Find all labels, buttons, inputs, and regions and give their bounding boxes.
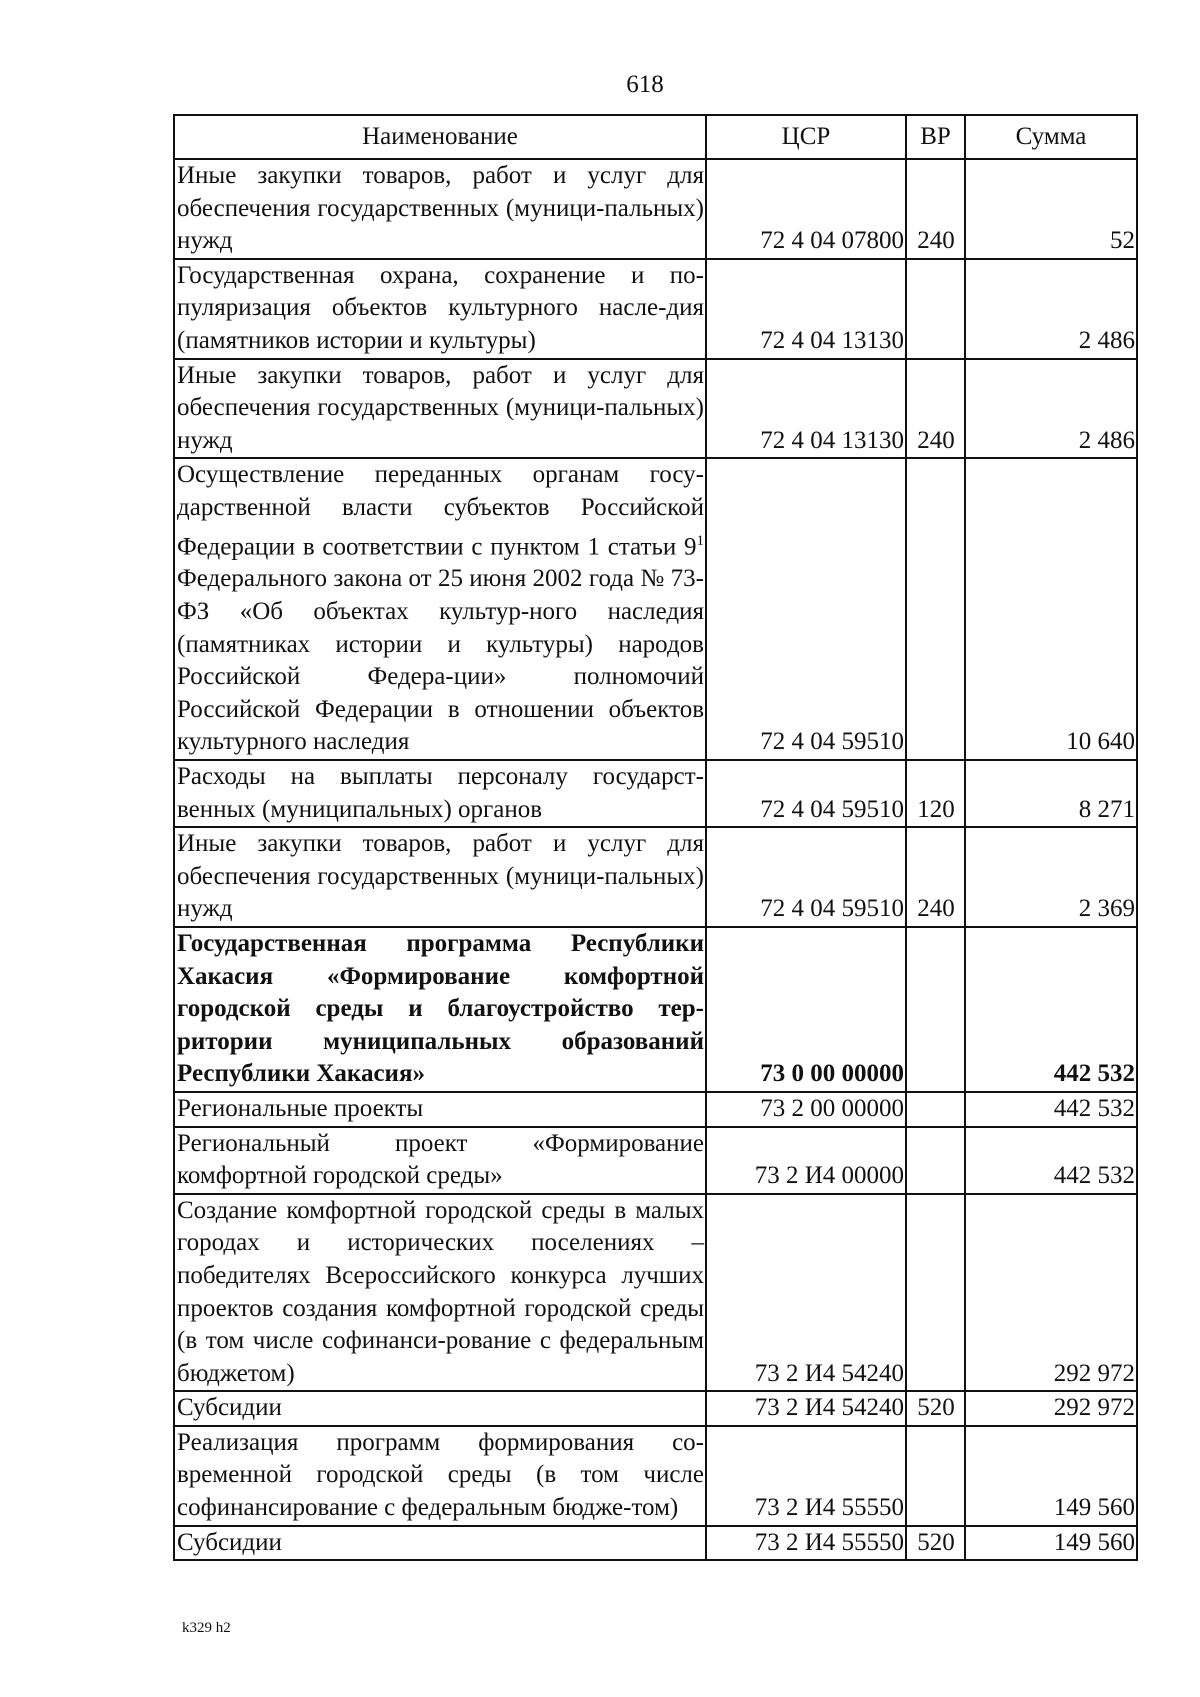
header-sum: Сумма <box>965 115 1137 159</box>
row-code: 73 0 00 00000 <box>706 927 906 1092</box>
page-number: 618 <box>626 71 664 98</box>
row-code: 72 4 04 13130 <box>706 359 906 459</box>
row-name: Иные закупки товаров, работ и услуг для обеспечения государственных (муници-пальных) нужд <box>174 159 706 259</box>
row-name-text: Федерального закона от 25 июня 2002 года № 73-ФЗ «Об объектах культур-ного наследия (памятниках истории и культуры) народов Российской Федера-ции» полномочий Российской Федерации в отношении объектов культурного наследия <box>177 565 704 756</box>
row-sum: 292 972 <box>965 1391 1137 1426</box>
row-sum: 442 532 <box>965 927 1137 1092</box>
row-sum: 10 640 <box>965 458 1137 760</box>
row-vr: 240 <box>906 827 965 927</box>
row-code: 73 2 И4 54240 <box>706 1194 906 1392</box>
row-name: Субсидии <box>174 1526 706 1561</box>
row-vr <box>906 259 965 359</box>
table-row-program <box>174 927 1137 1092</box>
table-row <box>174 159 1137 259</box>
row-name: Региональный проект «Формирование комфортной городской среды» <box>174 1127 706 1194</box>
row-sum: 149 560 <box>965 1526 1137 1561</box>
row-name <box>174 458 706 760</box>
row-vr: 120 <box>906 760 965 827</box>
row-vr <box>906 1194 965 1392</box>
table-row <box>174 1194 1137 1392</box>
row-code: 73 2 И4 00000 <box>706 1127 906 1194</box>
row-code: 73 2 00 00000 <box>706 1092 906 1127</box>
row-code: 73 2 И4 54240 <box>706 1391 906 1426</box>
row-code: 73 2 И4 55550 <box>706 1526 906 1561</box>
row-code: 72 4 04 59510 <box>706 827 906 927</box>
row-vr <box>906 1092 965 1127</box>
row-sum: 442 532 <box>965 1127 1137 1194</box>
row-name: Государственная программа Республики Хакасия «Формирование комфортной городской среды и благоустройство тер-ритории муниципальных образований Республики Хакасия» <box>174 927 706 1092</box>
row-sum: 2 486 <box>965 259 1137 359</box>
row-name: Иные закупки товаров, работ и услуг для обеспечения государственных (муници-пальных) нужд <box>174 827 706 927</box>
header-code: ЦСР <box>706 115 906 159</box>
row-code: 72 4 04 59510 <box>706 458 906 760</box>
row-name: Расходы на выплаты персоналу государст-венных (муниципальных) органов <box>174 760 706 827</box>
table-row <box>174 1092 1137 1127</box>
row-sum: 52 <box>965 159 1137 259</box>
row-code: 72 4 04 59510 <box>706 760 906 827</box>
footer-document-code: k329 h2 <box>182 1620 231 1636</box>
row-sum: 2 486 <box>965 359 1137 459</box>
row-vr: 520 <box>906 1391 965 1426</box>
budget-table <box>173 114 1138 1561</box>
row-vr <box>906 1127 965 1194</box>
row-sum: 8 271 <box>965 760 1137 827</box>
table-row <box>174 1526 1137 1561</box>
table-row <box>174 458 1137 760</box>
row-name-text: Осуществление переданных органам госу-дарственной власти субъектов Российской Федерации в соответствии с пунктом 1 статьи 9 <box>177 461 704 560</box>
row-vr <box>906 927 965 1092</box>
table-header-row <box>174 115 1137 159</box>
row-name: Создание комфортной городской среды в малых городах и исторических поселениях – победителях Всероссийского конкурса лучших проектов создания комфортной городской среды (в том числе софинанси-рование с федеральным бюджетом) <box>174 1194 706 1392</box>
row-name: Региональные проекты <box>174 1092 706 1127</box>
row-code: 73 2 И4 55550 <box>706 1426 906 1526</box>
row-name: Субсидии <box>174 1391 706 1426</box>
table-row <box>174 760 1137 827</box>
table-row <box>174 827 1137 927</box>
row-vr: 240 <box>906 359 965 459</box>
row-code: 72 4 04 07800 <box>706 159 906 259</box>
header-name: Наименование <box>174 115 706 159</box>
row-sum: 2 369 <box>965 827 1137 927</box>
row-vr <box>906 458 965 760</box>
table-row <box>174 359 1137 459</box>
row-vr <box>906 1426 965 1526</box>
row-sum: 149 560 <box>965 1426 1137 1526</box>
row-name: Государственная охрана, сохранение и по-пуляризация объектов культурного насле-дия (памятников истории и культуры) <box>174 259 706 359</box>
row-name: Реализация программ формирования со-временной городской среды (в том числе софинансирование с федеральным бюдже-том) <box>174 1426 706 1526</box>
row-code: 72 4 04 13130 <box>706 259 906 359</box>
row-vr: 520 <box>906 1526 965 1561</box>
row-sum: 292 972 <box>965 1194 1137 1392</box>
table-row <box>174 259 1137 359</box>
article-superscript: 1 <box>696 532 704 549</box>
row-name: Иные закупки товаров, работ и услуг для обеспечения государственных (муници-пальных) нужд <box>174 359 706 459</box>
table-row <box>174 1391 1137 1426</box>
header-vr: ВР <box>906 115 965 159</box>
table-row <box>174 1426 1137 1526</box>
row-sum: 442 532 <box>965 1092 1137 1127</box>
table-row <box>174 1127 1137 1194</box>
row-vr: 240 <box>906 159 965 259</box>
